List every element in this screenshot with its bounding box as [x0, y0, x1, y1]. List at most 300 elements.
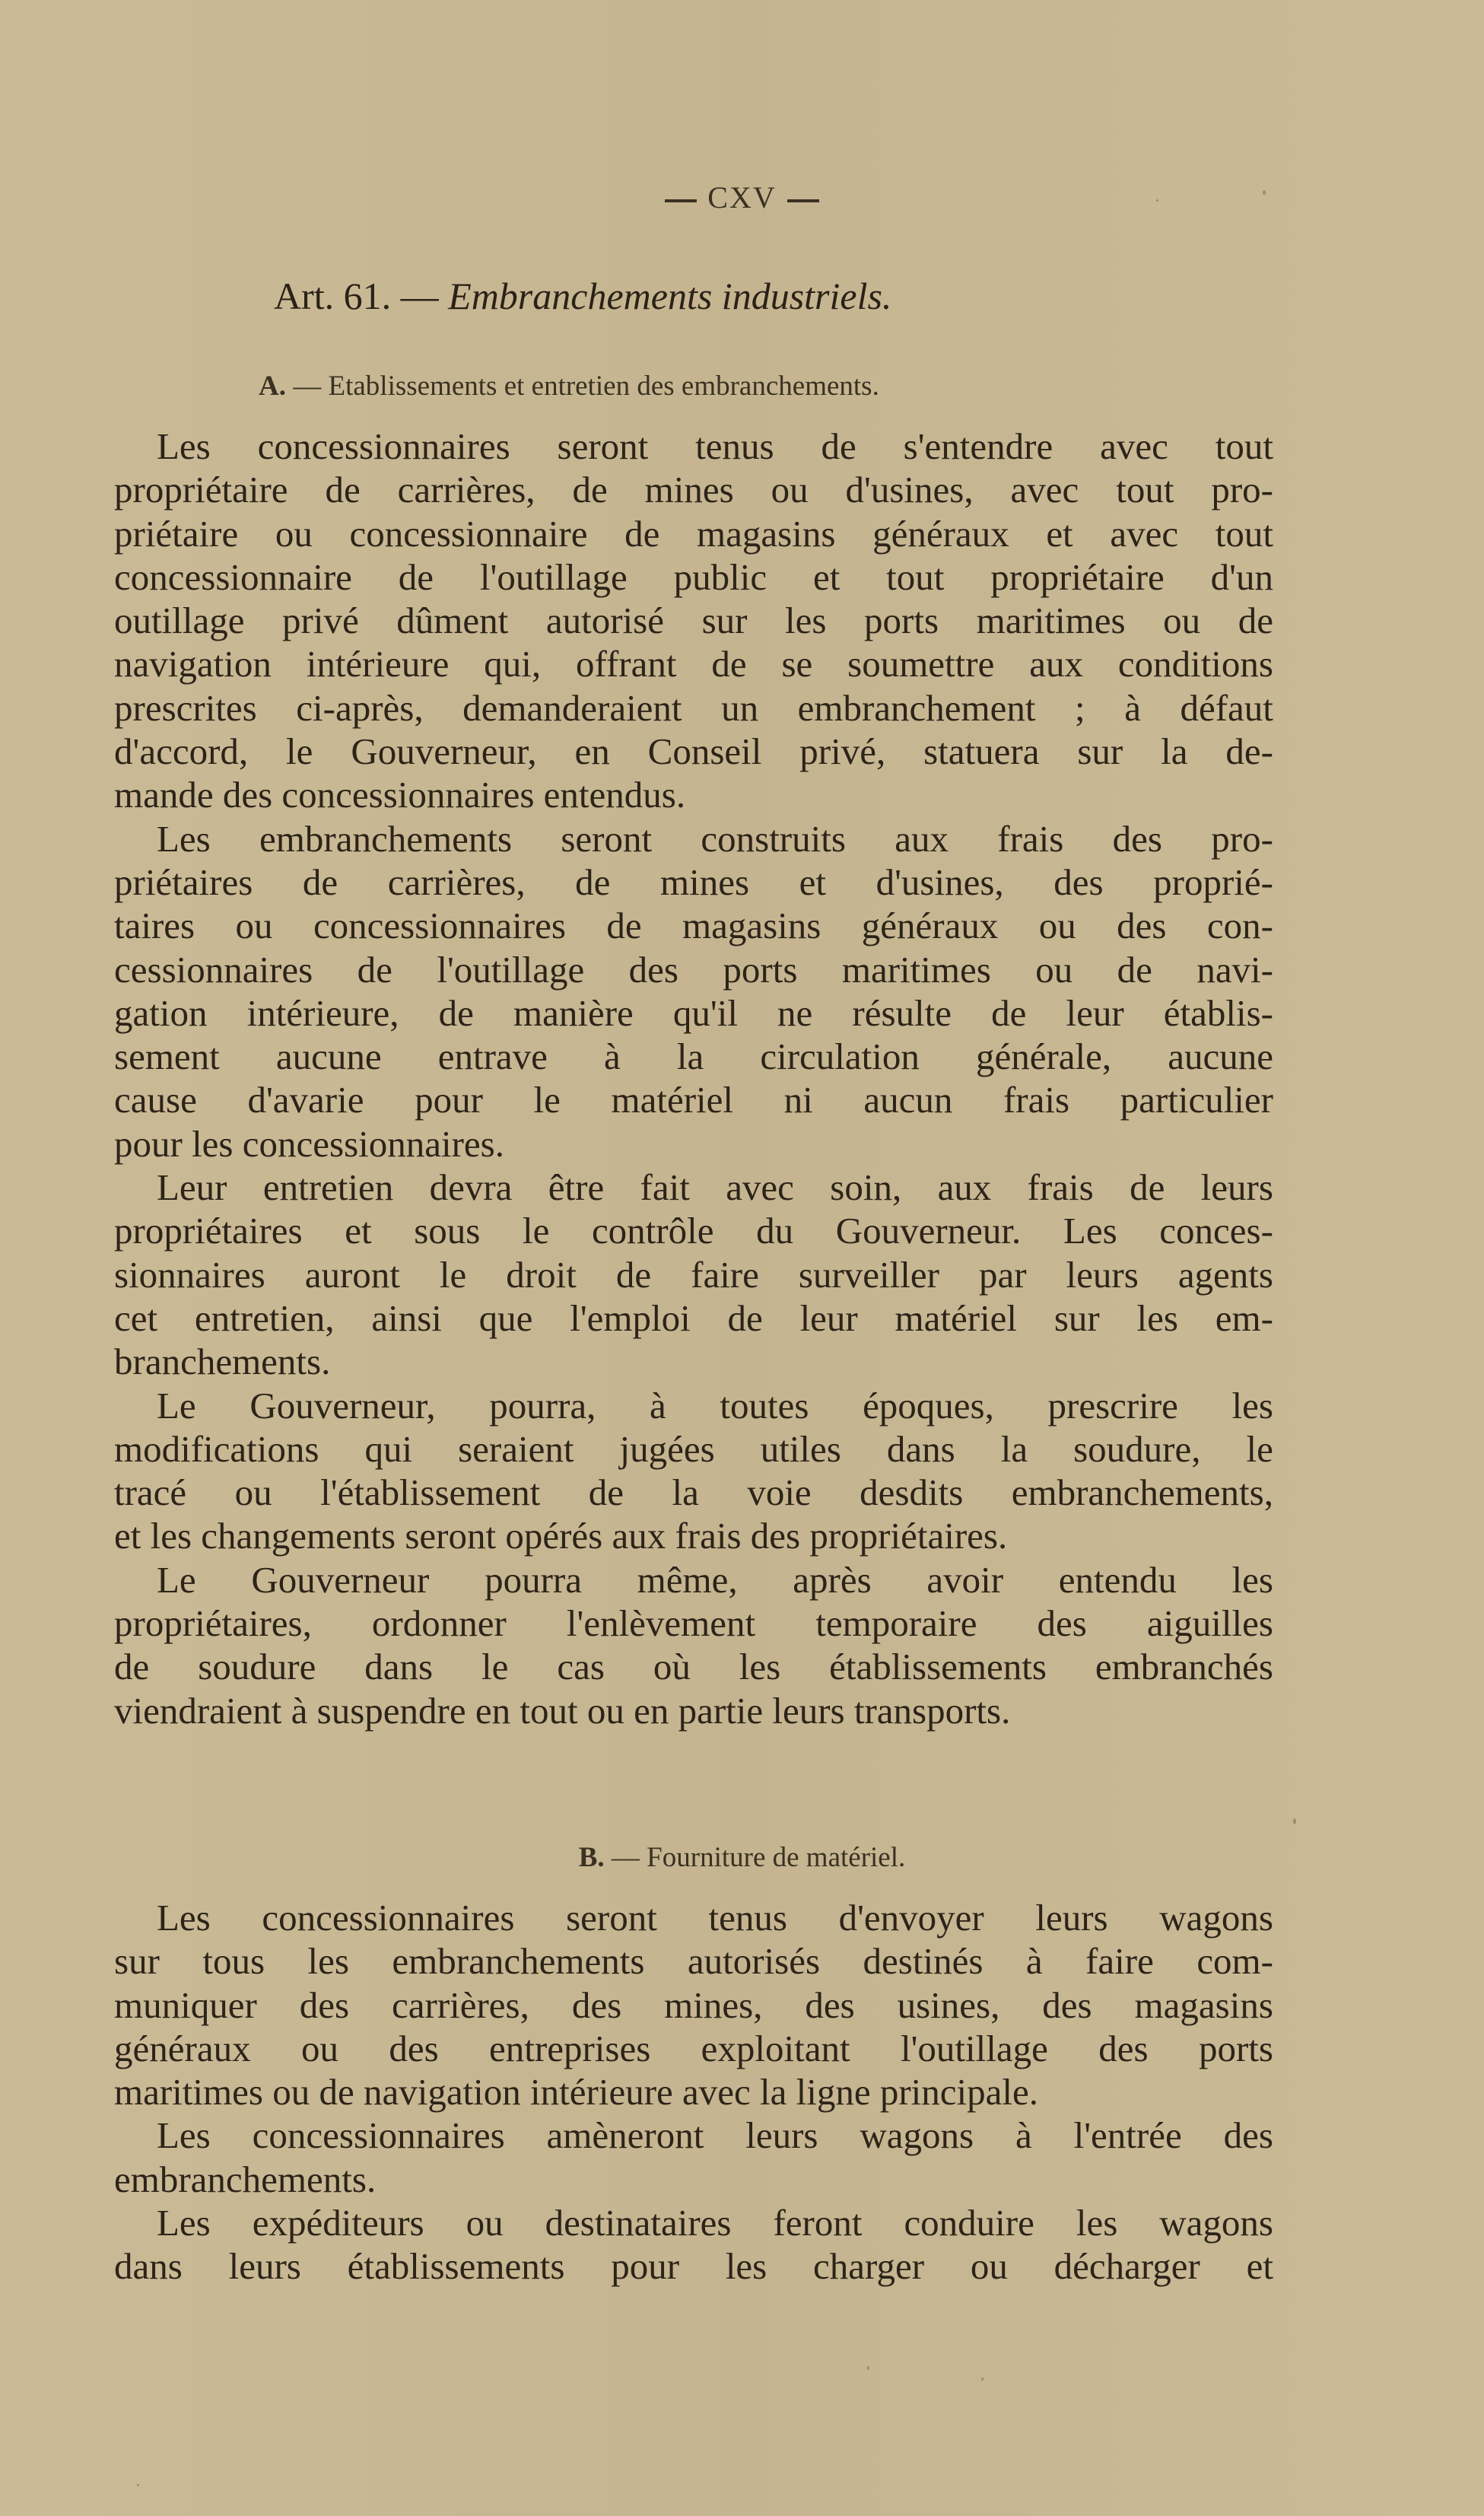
- word: ainsi: [371, 1296, 442, 1339]
- word: Gouverneur: [251, 1558, 430, 1601]
- word: sur: [1077, 730, 1123, 773]
- word: de: [615, 1253, 652, 1296]
- word: à: [1025, 1940, 1043, 1983]
- word: des: [1112, 817, 1162, 860]
- word: qui,: [484, 643, 542, 685]
- word: particulier: [1120, 1079, 1273, 1121]
- word: des: [299, 1983, 350, 2026]
- word: le: [481, 1646, 509, 1688]
- word: les: [1076, 2202, 1118, 2244]
- word: de: [575, 860, 611, 903]
- word: des: [1042, 1983, 1092, 2026]
- word: les: [725, 2245, 767, 2288]
- word: du: [756, 1210, 794, 1252]
- word: maritimes: [976, 600, 1126, 642]
- word: faire: [1085, 1940, 1154, 1983]
- word: tout: [1215, 512, 1273, 555]
- word: navigation: [114, 643, 272, 685]
- text-line: [114, 730, 1273, 773]
- word: de: [1117, 948, 1152, 991]
- word: privé: [282, 600, 359, 642]
- text-line: [114, 1471, 1273, 1514]
- word: dans: [886, 1427, 955, 1470]
- word: des: [1117, 905, 1167, 947]
- text-line: [114, 948, 1273, 991]
- word: surveiller: [798, 1253, 939, 1296]
- text-line: [114, 425, 1273, 468]
- word: voie: [747, 1471, 812, 1514]
- word: matériel: [611, 1079, 734, 1121]
- word: où: [653, 1646, 691, 1688]
- word: magasins: [697, 512, 836, 555]
- word: tout: [1215, 425, 1273, 467]
- text-line: [114, 555, 1273, 599]
- word: conditions: [1117, 643, 1273, 685]
- word: taires: [114, 905, 195, 947]
- word: embranchement: [797, 686, 1036, 729]
- word: le: [533, 1079, 561, 1121]
- word: charger: [813, 2245, 925, 2288]
- word: qu'il: [672, 991, 738, 1034]
- word: utiles: [760, 1427, 841, 1470]
- text-line: [114, 991, 1273, 1035]
- header-rule-right: [787, 199, 819, 202]
- word: pour: [415, 1079, 483, 1121]
- article-title-text: Embranchements industriels.: [448, 275, 892, 317]
- text-line: [114, 1939, 1273, 1983]
- word: de: [357, 948, 392, 991]
- word: sionnaires: [114, 1253, 265, 1296]
- text-line: viendraient à suspendre en tout ou en partie leurs transports.: [114, 1689, 1011, 1732]
- word: être: [548, 1166, 605, 1209]
- text-line: [114, 2027, 1273, 2070]
- word: contrôle: [591, 1210, 714, 1252]
- section-b-letter: B.: [578, 1842, 605, 1873]
- word: ports: [1198, 2027, 1273, 2069]
- word: wagons: [1159, 1897, 1273, 1939]
- word: la: [1161, 730, 1188, 773]
- text-line: [114, 817, 1273, 860]
- word: de: [711, 643, 747, 685]
- word: établis-: [1163, 991, 1273, 1034]
- article-separator: —: [400, 275, 439, 317]
- section-a-heading: [259, 370, 879, 402]
- word: ou: [466, 2202, 504, 2244]
- word: des: [805, 1983, 855, 2026]
- word: de: [398, 555, 434, 598]
- word: pro-: [1211, 817, 1273, 860]
- word: faire: [691, 1253, 759, 1296]
- word: des: [1037, 1602, 1087, 1645]
- text-line: [114, 1078, 1273, 1121]
- word: autorisé: [545, 600, 664, 642]
- word: l'outillage: [479, 555, 628, 598]
- word: tenus: [708, 1897, 787, 1939]
- word: concessionnaire: [349, 512, 588, 555]
- word: d'usines,: [845, 469, 974, 511]
- word: muniquer: [114, 1983, 257, 2026]
- word: et: [345, 1210, 372, 1252]
- word: ou: [275, 512, 313, 555]
- word: l'établissement: [320, 1471, 541, 1514]
- word: leurs: [745, 2114, 818, 2157]
- word: cas: [557, 1646, 605, 1688]
- word: frais: [1003, 1079, 1070, 1121]
- word: de-: [1225, 730, 1273, 773]
- text-line: [114, 468, 1273, 511]
- text-line: [114, 1896, 1273, 1939]
- page-number-header: [0, 180, 1484, 215]
- word: à: [1124, 686, 1141, 729]
- word: privé,: [799, 730, 886, 773]
- article-title: [274, 274, 891, 318]
- word: com-: [1196, 1940, 1273, 1983]
- word: qui: [364, 1427, 413, 1470]
- page-number: CXV: [707, 180, 777, 215]
- word: conces-: [1159, 1210, 1273, 1252]
- word: avec: [1010, 469, 1079, 511]
- word: soumettre: [847, 643, 995, 685]
- word: maritimes: [841, 948, 991, 991]
- word: expéditeurs: [252, 2202, 424, 2244]
- word: embranchements: [259, 817, 513, 860]
- word: des: [389, 2027, 439, 2069]
- section-a-letter: A.: [259, 371, 286, 402]
- word: sement: [114, 1035, 220, 1078]
- word: em-: [1215, 1296, 1273, 1339]
- word: ni: [783, 1079, 813, 1121]
- word: propriétaires: [114, 1210, 303, 1252]
- word: de: [821, 425, 856, 467]
- section-a-body: [114, 425, 1273, 1732]
- word: carrières,: [387, 860, 526, 903]
- word: l'outillage: [900, 2027, 1048, 2069]
- word: Gouverneur,: [249, 1384, 436, 1427]
- word: amèneront: [546, 2114, 704, 2157]
- word: demanderaient: [462, 686, 682, 729]
- word: par: [978, 1253, 1027, 1296]
- word: les: [1231, 1558, 1273, 1601]
- text-line: [114, 1253, 1273, 1296]
- word: leurs: [1035, 1897, 1108, 1939]
- text-line: pour les concessionnaires.: [114, 1122, 504, 1165]
- word: Gouverneur,: [351, 730, 537, 773]
- word: s'entendre: [903, 425, 1053, 467]
- section-a-separator: —: [293, 371, 322, 402]
- word: ou: [970, 2245, 1008, 2288]
- word: ou: [1038, 905, 1076, 947]
- word: générale,: [975, 1035, 1112, 1078]
- word: défaut: [1180, 686, 1273, 729]
- text-line: [114, 2114, 1273, 2157]
- word: de: [1238, 600, 1273, 642]
- word: de: [572, 469, 608, 511]
- text-line: [114, 2244, 1273, 2288]
- word: pourra: [485, 1558, 582, 1601]
- word: même,: [637, 1558, 738, 1601]
- word: pourra,: [489, 1384, 596, 1427]
- word: Les: [157, 2114, 211, 2157]
- word: et: [1046, 512, 1073, 555]
- word: entretien,: [194, 1296, 335, 1339]
- word: tracé: [114, 1471, 187, 1514]
- word: sur: [1053, 1296, 1100, 1339]
- text-line: [114, 686, 1273, 730]
- word: concessionnaires: [313, 905, 566, 947]
- word: Conseil: [647, 730, 762, 773]
- section-b-title: Fourniture de matériel.: [647, 1842, 906, 1873]
- word: de: [624, 512, 660, 555]
- word: Le: [157, 1558, 196, 1601]
- word: décharger: [1053, 2245, 1200, 2288]
- word: devra: [429, 1166, 513, 1209]
- word: de: [606, 905, 642, 947]
- word: entendu: [1058, 1558, 1177, 1601]
- text-line: [114, 1384, 1273, 1427]
- text-line: [114, 512, 1273, 555]
- word: sur: [701, 600, 748, 642]
- word: et: [812, 555, 841, 598]
- word: à: [650, 1384, 666, 1427]
- word: ports: [723, 948, 798, 991]
- word: le: [522, 1210, 550, 1252]
- word: conduire: [904, 2202, 1034, 2244]
- word: de: [727, 1296, 763, 1339]
- word: ne: [777, 991, 813, 1034]
- word: intérieure,: [246, 991, 399, 1034]
- word: destinés: [863, 1940, 984, 1983]
- word: cet: [114, 1296, 158, 1339]
- word: Gouverneur.: [835, 1210, 1022, 1252]
- word: se: [781, 643, 813, 685]
- word: entreprises: [489, 2027, 651, 2069]
- word: fait: [640, 1166, 690, 1209]
- word: prescrire: [1047, 1384, 1178, 1427]
- word: la: [676, 1035, 704, 1078]
- word: le: [1246, 1427, 1273, 1470]
- word: usines,: [897, 1983, 1000, 2026]
- word: ou: [234, 1471, 272, 1514]
- word: soudure: [198, 1646, 316, 1688]
- word: con-: [1206, 905, 1273, 947]
- word: propriétaire: [114, 469, 288, 511]
- word: généraux: [861, 905, 999, 947]
- word: leur: [799, 1296, 858, 1339]
- word: concessionnaires: [252, 2114, 505, 2157]
- text-line: [114, 1602, 1273, 1645]
- word: ;: [1075, 686, 1085, 729]
- word: prescrites: [114, 686, 257, 729]
- word: de: [325, 469, 361, 511]
- section-b-separator: —: [611, 1842, 640, 1873]
- text-line: [114, 904, 1273, 947]
- word: sous: [414, 1210, 481, 1252]
- text-line: et les changements seront opérés aux frais des propriétaires.: [114, 1515, 1008, 1557]
- text-line: [114, 860, 1273, 904]
- word: à: [604, 1035, 621, 1078]
- word: leurs: [1200, 1166, 1273, 1209]
- word: avec: [726, 1166, 794, 1209]
- word: ci-après,: [296, 686, 424, 729]
- word: mines: [660, 860, 750, 903]
- word: aucune: [275, 1035, 382, 1078]
- word: cause: [114, 1079, 197, 1121]
- text-line: [114, 1296, 1273, 1340]
- text-line: [114, 1427, 1273, 1471]
- word: destinataires: [545, 2202, 732, 2244]
- word: soudure,: [1073, 1427, 1201, 1470]
- word: la: [672, 1471, 699, 1514]
- word: tout: [886, 555, 945, 598]
- word: les: [785, 600, 827, 642]
- word: des: [1223, 2114, 1273, 2157]
- text-line: [114, 1983, 1273, 2027]
- word: sur: [114, 1940, 160, 1983]
- text-line: branchements.: [114, 1341, 331, 1383]
- text-line: [114, 1645, 1273, 1688]
- word: d'avarie: [247, 1079, 364, 1121]
- section-a-title: Etablissements et entretien des embranchements.: [328, 371, 879, 402]
- word: et: [799, 860, 826, 903]
- word: manière: [513, 991, 634, 1034]
- word: des: [571, 1983, 622, 2026]
- word: le: [286, 730, 313, 773]
- word: aux: [937, 1166, 992, 1209]
- word: magasins: [682, 905, 821, 947]
- word: généraux: [872, 512, 1009, 555]
- word: ou: [1035, 948, 1073, 991]
- word: le: [439, 1253, 467, 1296]
- word: dûment: [396, 600, 509, 642]
- word: ou: [235, 905, 273, 947]
- word: avoir: [926, 1558, 1004, 1601]
- word: de: [588, 1471, 624, 1514]
- word: mines: [644, 469, 734, 511]
- word: l'emploi: [570, 1296, 691, 1339]
- word: Les: [157, 1897, 211, 1939]
- text-line: mande des concessionnaires entendus.: [114, 774, 686, 816]
- word: dans: [364, 1646, 434, 1688]
- article-number: Art. 61.: [274, 275, 392, 317]
- word: circulation: [760, 1035, 920, 1078]
- word: entretien: [262, 1166, 394, 1209]
- section-b-heading: [0, 1841, 1484, 1874]
- word: leurs: [228, 2245, 301, 2288]
- word: de: [438, 991, 474, 1034]
- word: propriétaire: [990, 555, 1165, 598]
- word: d'envoyer: [838, 1897, 984, 1939]
- word: établissements: [347, 2245, 565, 2288]
- word: carrières,: [392, 1983, 529, 2026]
- word: gation: [114, 991, 208, 1034]
- word: propriétaires,: [114, 1602, 312, 1645]
- word: l'entrée: [1073, 2114, 1182, 2157]
- word: en: [574, 730, 610, 773]
- word: établissements: [829, 1646, 1047, 1688]
- word: pro-: [1211, 469, 1273, 511]
- word: public: [673, 555, 767, 598]
- word: d'usines,: [875, 860, 1004, 903]
- word: et: [1246, 2245, 1273, 2288]
- word: statuera: [923, 730, 1040, 773]
- word: des: [1098, 2027, 1149, 2069]
- word: ports: [864, 600, 939, 642]
- word: Les: [157, 817, 211, 860]
- word: avec: [1110, 512, 1179, 555]
- word: exploitant: [701, 2027, 850, 2069]
- text-line: [114, 1166, 1273, 1209]
- word: seront: [557, 425, 649, 467]
- word: priétaires: [114, 860, 253, 903]
- word: tous: [202, 1940, 265, 1983]
- word: tout: [1116, 469, 1174, 511]
- text-line: [114, 1558, 1273, 1602]
- text-line: [114, 2201, 1273, 2244]
- word: cessionnaires: [114, 948, 313, 991]
- word: aucun: [863, 1079, 953, 1121]
- text-line: embranchements.: [114, 2158, 377, 2200]
- word: frais: [997, 817, 1064, 860]
- word: aucune: [1168, 1035, 1273, 1078]
- word: leur: [1066, 991, 1124, 1034]
- word: outillage: [114, 600, 245, 642]
- word: de: [1130, 1166, 1165, 1209]
- word: à: [1015, 2114, 1032, 2157]
- word: les: [739, 1646, 781, 1688]
- word: avec: [1100, 425, 1168, 467]
- word: aux: [895, 817, 949, 860]
- word: auront: [304, 1253, 400, 1296]
- word: agents: [1177, 1253, 1273, 1296]
- word: seront: [561, 817, 653, 860]
- word: résulte: [852, 991, 952, 1034]
- word: embranchés: [1095, 1646, 1273, 1688]
- word: intérieure: [306, 643, 450, 685]
- word: Les: [157, 425, 211, 467]
- word: mines,: [664, 1983, 763, 2026]
- word: embranchements: [392, 1940, 645, 1983]
- word: jugées: [619, 1427, 715, 1470]
- word: proprié-: [1153, 860, 1273, 903]
- word: les: [307, 1940, 349, 1983]
- section-b-body: [114, 1896, 1273, 2289]
- word: généraux: [114, 2027, 251, 2069]
- word: après: [793, 1558, 872, 1601]
- word: ou: [300, 2027, 338, 2069]
- word: Les: [157, 2202, 211, 2244]
- word: concessionnaires: [257, 425, 510, 467]
- text-line: [114, 599, 1273, 642]
- word: priétaire: [114, 512, 239, 555]
- word: Leur: [157, 1166, 227, 1209]
- word: Les: [1063, 1210, 1117, 1252]
- word: la: [1000, 1427, 1028, 1470]
- word: de: [991, 991, 1027, 1034]
- word: carrières,: [397, 469, 535, 511]
- word: les: [1231, 1384, 1273, 1427]
- word: époques,: [863, 1384, 994, 1427]
- word: soin,: [830, 1166, 902, 1209]
- text-line: [114, 1209, 1273, 1252]
- word: les: [1136, 1296, 1178, 1339]
- word: wagons: [1159, 2202, 1273, 2244]
- word: toutes: [720, 1384, 809, 1427]
- word: ordonner: [371, 1602, 507, 1645]
- word: autorisés: [687, 1940, 821, 1983]
- word: l'outillage: [437, 948, 585, 991]
- header-rule-left: [665, 199, 697, 202]
- word: frais: [1027, 1166, 1094, 1209]
